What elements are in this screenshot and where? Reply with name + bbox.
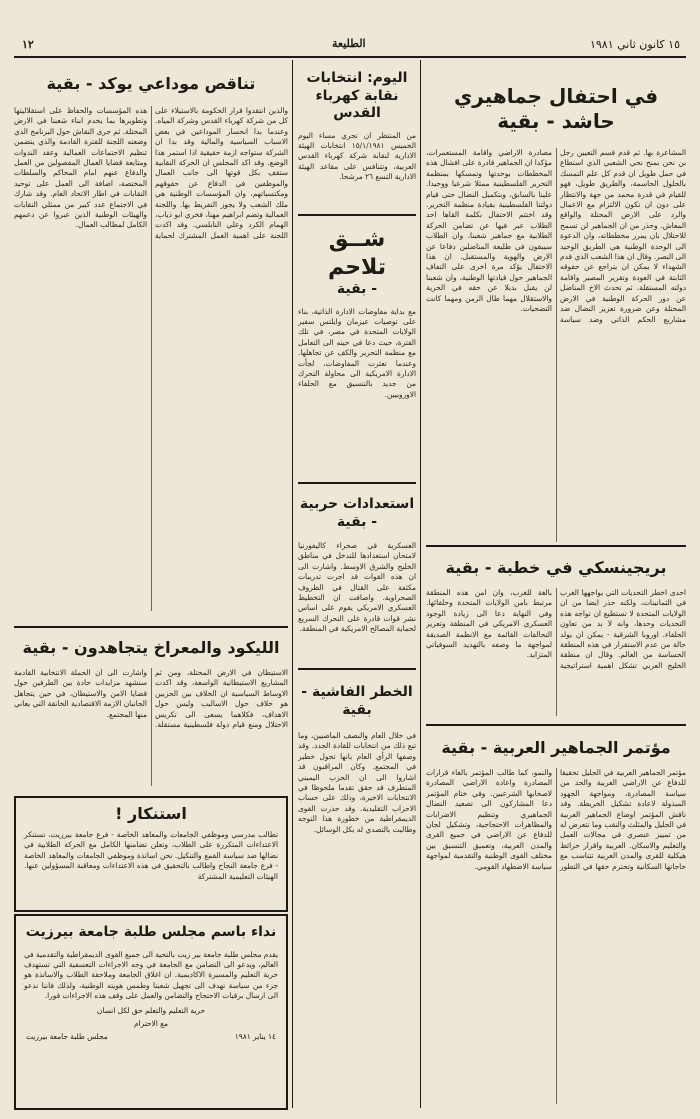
divider [298,482,416,484]
article-fascist-title: الخطر الفاشية - بقية [301,684,413,718]
section-name: الطليعة [332,37,366,50]
appeal-title: نداء باسم مجلس طلبة جامعة بيرزيت [25,924,277,940]
divider [426,545,686,547]
column-rule [292,60,293,1108]
divider [14,626,288,628]
article-main [426,62,686,542]
article-fascist [298,672,416,1108]
appeal-motto: حرية التعليم والتعلم حق لكل انسان [96,1005,206,1015]
issue-date: ١٥ كانون ثاني ١٩٨١ [589,38,680,51]
article-military-title: استعدادات حربية - بقية [299,496,415,530]
article-shaq-title-line2: تلاحم [327,254,387,280]
article-conference-title: مؤتمر الجماهير العربية - بقية [441,738,671,757]
appeal-salute: مع الاحترام [133,1018,169,1028]
appeal-box [14,914,288,1110]
article-workers [14,64,288,624]
article-conference [426,730,686,1108]
article-elections-title-line2: نقابة كهرباء القدس [315,87,399,121]
divider [298,214,416,216]
article-main-body: المشاعرة بها. ثم قدم قسم التعيين رجل بن نحن بمنح نحي الشعبي الذي استطاع في حمل طويل ان قدم كل علم التمسك بالحلول الحاسمة، والطريق طويل، فهو للقيام في قدرة محمد من جهة والانتظار على دون ان تكون الالتزام مع الاعمال والرد على الارض المحتلة والواقع المعاش. وحذر من ان الجماهير لن تسمح للاحتلال بان يمرر مخططاته، وان الدعوة الى الوحدة الوطنية هي الطريق الوحيد الى النصر. وقال ان هذا الشعب الذي قدم الشهداء لا يمكن ان يتراجع عن حقوقه الثابتة في العودة وتقرير المصير واقامة دولته المستقلة. ثم تحدث الاخ المناضل عن دور الحركة الوطنية في الارض المحتلة وعن ضرورة تعزيز النضال ضد مشاريع الحكم الذاتي وضد سياسة مصادرة الاراضي واقامة المستعمرات، مؤكدا ان الجماهير قادرة على افشال هذه المخططات بوحدتها وتمسكها بمنظمة التحرير الفلسطينية ممثلا شرعيا ووحيدا. علينا بالسابق، وبتكميل النضال حتى قيام دولتنا الفلسطينية بقيادة منظمة التحرير. وقد اختتم الاحتفال بكلمة القاها احد الطلاب عبر فيها عن تضامن الحركة الطلابية مع جماهير شعبنا، وان الطلاب سيبقون في طليعة المناضلين دفاعا عن الارض والهوية والمستقبل. ان هذا الاحتفال يؤكد مرة اخرى على التفاف الجماهير حول قيادتها الوطنية، وان شعبنا لن يقبل بديلا عن حقه في الحرية والاستقلال مهما طال الزمن ومهما كانت التضحيات. [426,148,686,324]
page-header [14,34,686,58]
notice-condemn-body: تطالب مدرسي وموظفي الجامعات والمعاهد الخاصة - فرع جامعة بيرزيت، تستنكر الاعتداءات المتكررة على الطلاب، وتعلن تضامنها الكامل مع الحركة الطلابية في نضالها ضد سياسة القمع والتنكيل. نحن اساتذة وموظفي الجامعات والمعاهد الخاصة - فرع جامعة النجاح واطالب بالتحقيق في هذه الاعتداءات ومعاقبة المسؤولين عنها. الهيئات التعليمية المشتركة [24,830,278,881]
article-elections-title-line1: اليوم: انتخابات [306,70,408,86]
page-number: ١٢ [22,38,34,51]
article-brzezinski-title: بريجينسكي في خطبة - بقية [445,558,667,577]
notice-condemn [14,796,288,912]
article-shaq-body: مع بداية مفاوضات الادارة الذاتية، بناء على توصيات عيزمان وايلتس سفير الولايات المتحدة في مصر، في تلك الفترة، حيث دعا في حينه الى التعامل مع منظمة التحرير والكف عن تجاهلها. وعندما تعثرت المفاوضات، لجأت الادارة الامريكية الى محاولة التحرك من جديد بالتنسيق مع الحلفاء الاوروبيين. [298,306,416,399]
article-workers-title: تناقص موداعي يوكد - بقية [46,74,256,93]
article-brzezinski [426,550,686,720]
article-likud-body: الاستيطان في الارض المحتلة، ومن ثم المشاريع الاستيطانية الواسعة، وقد اكدت الاوساط السياسية ان الخلاف بين الحزبين هو خلاف حول الاساليب وليس حول الاهداف، فكلاهما يسعى الى تكريس الاحتلال ومنع قيام دولة فلسطينية مستقلة. واشارت الى ان الحملة الانتخابية القادمة ستشهد مزايدات حادة بين الطرفين حول قضايا الامن والاستيطان، في حين يتجاهل الجانبان الازمة الاقتصادية الخانقة التي يعاني منها المجتمع. [14,668,288,730]
column-rule [420,60,421,1108]
article-military [298,486,416,666]
article-brzezinski-body: احدى اخطر التحديات التي يواجهها الغرب في الثمانينات، ولكنه حذر ايضا من ان الولايات المتحدة لا تستطيع ان تواجه هذه التحديات وحدها، وانه لا بد من تعاون الحلفاء. اوروبا الشرقية - يمكن ان يولد حالة من عدم الاستقرار في هذه المنطقة الحساسة من العالم. وقال ان منطقة الخليج العربي تشكل اهمية استراتيجية بالغة للغرب، وان امن هذه المنطقة مرتبط بامن الولايات المتحدة وحلفائها. وفي النهاية دعا الى زيادة الوجود العسكري الامريكي في المنطقة وتعزيز التحالفات القائمة مع الانظمة الصديقة لمواجهة ما وصفه بالتهديد السوفياتي المتزايد. [426,588,686,670]
notice-condemn-title: استنكار ! [115,804,187,823]
article-elections-body: من المنتظر ان تجري مساء اليوم الخميس ١٥/١/١٩٨١ انتخابات الهيئة الادارية لنقابة شركة كهرباء القدس العربية، وتتنافس على مقاعد الهيئة الادارية التسع ٢٦ مرشحا. [298,130,416,182]
appeal-signature: مجلس طلبة جامعة بيرزيت [26,1031,108,1041]
article-likud-title: الليكود والمعراخ يتجاهدون - بقية [22,638,280,657]
article-shaq [298,218,416,480]
appeal-footer [16,1028,286,1041]
article-military-body: العسكرية في صحراء كاليفورنيا لامتحان استعدادها للتدخل في مناطق الخليج والشرق الاوسط. واشارت الى ان هذه القوات قد اجرت تدريبات مكثفة على القتال في الظروف الصحراوية. واضافت ان التخطيط العسكري الامريكي يقوم على اساس نشر قوات قادرة على التحرك السريع لحماية المصالح الامريكية في المنطقة. [298,541,416,634]
article-shaq-title-line1: شــق [328,227,386,252]
appeal-date: ١٤ يناير ١٩٨١ [234,1031,276,1041]
article-fascist-body: في خلال العام والنصف الماضيين، وما تبع ذلك من انتخابات للقادة الجدد. وقد وصفها الرأي العام بانها تحول خطير في المجتمع. وكان المراقبون قد اشاروا الى ان الحزب اليميني المتطرف قد حقق تقدما ملحوظا في الانتخابات الاخيرة، وذلك على حساب الاحزاب التقليدية. وقد حذرت القوى الديمقراطية من خطورة هذا التوجه وطالبت بالتصدي له بكل الوسائل. [298,731,416,834]
divider [298,668,416,670]
article-main-title: في احتفال جماهيري حاشد - بقية [453,84,659,133]
article-elections [298,64,416,214]
article-conference-body: مؤتمر الجماهير العربية في الجليل تحقيقا للدفاع عن الاراضي العربية والحد من سياسة المصادرة، ومواجهة الجهود المبذولة لاعادة تشكيل الخريطة. وقد ناقش المؤتمر اوضاع الجماهير العربية في الجليل والمثلث والنقب وما تتعرض له من تمييز عنصري في مجالات العمل والتعليم والاسكان. العربية واقرار خرائط هيكلية للقرى والمدن العربية تتناسب مع حاجاتها السكانية وتحترم حقها في التطور والنمو، كما طالب المؤتمر بالغاء قرارات المصادرة واعادة الاراضي المصادرة لاصحابها الشرعيين. وفي ختام المؤتمر دعا المشاركون الى تصعيد النضال الجماهيري وتنظيم الاضرابات والمظاهرات الاحتجاجية، وتشكيل لجان للدفاع عن الاراضي في جميع القرى والمدن العربية، وتعميق التنسيق بين مختلف القوى الوطنية والتقدمية لمواجهة سياسة الاضطهاد القومي. [426,768,686,871]
article-workers-body: والذين انتقدوا قرار الحكومة بالاستيلاء على كل من شركة كهرباء القدس وشركة المياه. وعندما بدا انحسار الموداعين في بعض الاسباب السياسية والمالية وقد بدا ان الشركة ستواجه ازمة حقيقية اذا استمر هذا الوضع. وقد اكد المجلس ان الحركة النقابية ستقف بكل قوتها الى جانب العمال والموظفين في الدفاع عن حقوقهم ومكتسباتهم، وان المؤسسات الوطنية هي ملك الشعب ولا يجوز التفريط بها. واللجنة العمالية وتضم ابراهيم مهنا، فخري ابو ذياب، الهمام الكرد وعلي النابلسي. وقد اكدت اللجنة على اهمية العمل المشترك لحماية هذه المؤسسات والحفاظ على استقلاليتها وتطويرها بما يخدم ابناء شعبنا في الارض المحتلة. ثم جرى النقاش حول البرنامج الذي وضعته اللجنة للفترة القادمة والذي يتضمن تنظيم الاجتماعات العمالية وعقد الندوات ومتابعة قضايا العمال المفصولين من العمل والدفاع عنهم امام المحاكم والسلطات المختصة، اضافة الى العمل على توحيد النقابات في اطار الاتحاد العام. وقد شارك في الاجتماع عدد كبير من ممثلي النقابات والهيئات الوطنية الذين عبروا عن دعمهم الكامل لمطالب العمال. [14,106,288,240]
article-likud [14,630,288,790]
appeal-body: يقدم مجلس طلبة جامعة بير زيت بالتحية الى جميع القوى الديمقراطية والتقدمية في العالم، ويدعو الى التضامن مع الجامعة في وجه الاجراءات التعسفية التي تستهدف حرية التعليم والمسيرة الاكاديمية. ان اغلاق الجامعة وملاحقة الطلاب والاساتذة هو جزء من سياسة تهدف الى تجهيل شعبنا وطمس هويته الوطنية، ولذلك فاننا ندعو الى ارسال برقيات الاحتجاج والتضامن والعمل على وقف هذه الاجراءات فورا. [23,949,278,1001]
divider [426,724,686,726]
article-shaq-suffix: - بقية [336,281,378,297]
